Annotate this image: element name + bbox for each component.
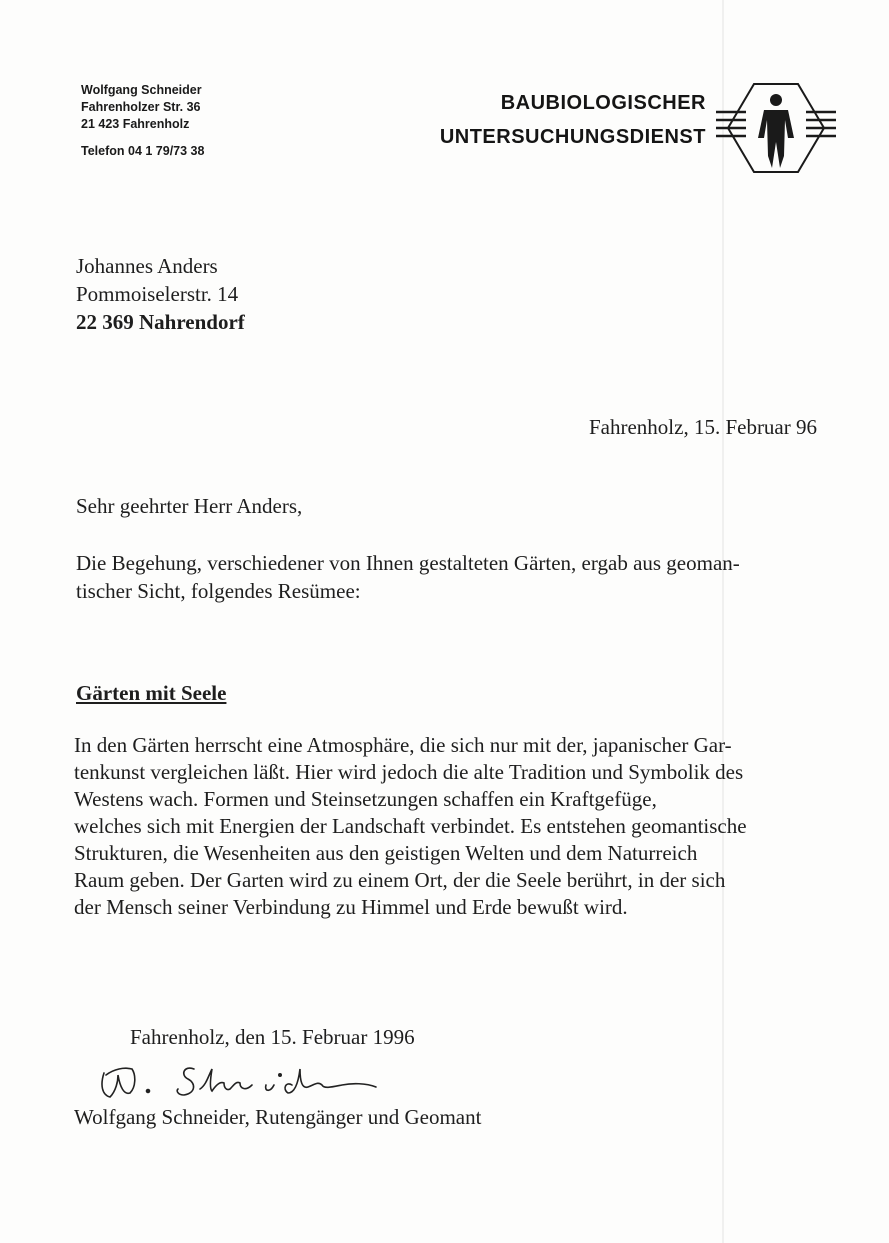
handwritten-signature bbox=[96, 1055, 386, 1105]
organization-name bbox=[360, 88, 706, 152]
body-line: welches sich mit Energien der Landschaft verbindet. Es entstehen geomantische bbox=[74, 814, 747, 838]
body-line: tenkunst vergleichen läßt. Hier wird jedoch die alte Tradition und Symbolik des bbox=[74, 760, 744, 784]
intro-line: tischer Sicht, folgendes Resümee: bbox=[76, 579, 361, 603]
body-line: Raum geben. Der Garten wird zu einem Ort, der die Seele berührt, in der sich bbox=[74, 868, 726, 892]
letter-date: Fahrenholz, 15. Februar 96 bbox=[588, 415, 817, 439]
recipient-street: Pommoiselerstr. 14 bbox=[76, 282, 239, 306]
body-paragraph bbox=[74, 732, 814, 921]
person-with-waves-logo-icon bbox=[714, 82, 838, 174]
section-heading: Gärten mit Seele bbox=[76, 681, 227, 705]
body-line: Strukturen, die Wesenheiten aus den geistigen Welten und dem Naturreich bbox=[74, 841, 698, 865]
sender-city: 21 423 Fahrenholz bbox=[81, 117, 190, 131]
body-line: In den Gärten herrscht eine Atmosphäre, die sich nur mit der, japanischer Gar- bbox=[74, 733, 732, 757]
organization-line-2: UNTERSUCHUNGSDIENST bbox=[439, 126, 706, 148]
sender-name: Wolfgang Schneider bbox=[81, 83, 202, 97]
intro-line: Die Begehung, verschiedener von Ihnen gestalteten Gärten, ergab aus geoman- bbox=[76, 551, 740, 575]
organization-line-1: BAUBIOLOGISCHER bbox=[500, 92, 706, 114]
sender-street: Fahrenholzer Str. 36 bbox=[81, 100, 201, 114]
recipient-address bbox=[76, 252, 245, 336]
recipient-name: Johannes Anders bbox=[76, 254, 218, 278]
recipient-city: 22 369 Nahrendorf bbox=[76, 310, 245, 334]
signatory-name: Wolfgang Schneider, Rutengänger und Geomant bbox=[74, 1105, 482, 1129]
salutation: Sehr geehrter Herr Anders, bbox=[76, 494, 303, 518]
body-line: Westens wach. Formen und Steinsetzungen schaffen ein Kraftgefüge, bbox=[74, 787, 657, 811]
scan-artifact-line bbox=[722, 0, 724, 1243]
closing-date: Fahrenholz, den 15. Februar 1996 bbox=[130, 1025, 415, 1049]
sender-phone: Telefon 04 1 79/73 38 bbox=[81, 144, 205, 158]
body-line: der Mensch seiner Verbindung zu Himmel und Erde bewußt wird. bbox=[74, 895, 628, 919]
intro-paragraph bbox=[76, 549, 806, 605]
sender-address bbox=[81, 82, 204, 160]
